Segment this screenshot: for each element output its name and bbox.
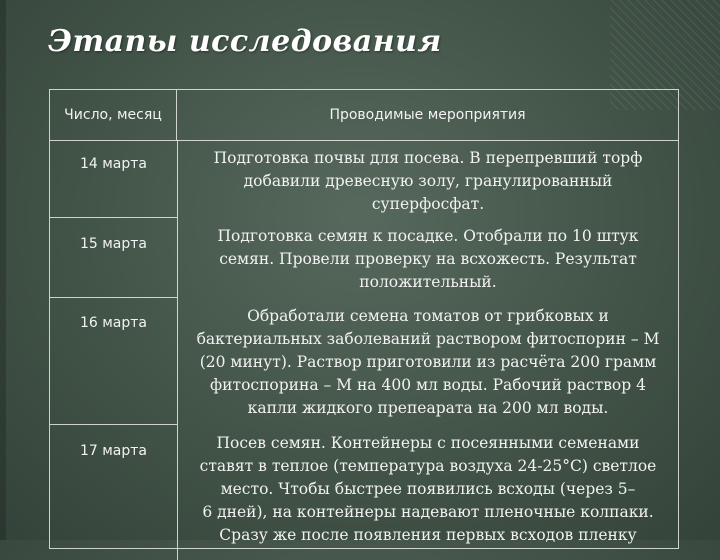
slide-title: Этапы исследования	[48, 24, 442, 59]
row-activity	[188, 147, 668, 216]
activity-line: капли жидкого препеарата на 200 мл воды.	[247, 399, 609, 417]
header-activity: Проводимые мероприятия	[329, 107, 526, 123]
activity-line: Сразу же после появления первых всходов пленку	[219, 526, 637, 544]
header-date: Число, месяц	[50, 90, 177, 140]
row-date: 17 марта	[79, 443, 148, 459]
left-accent-rule	[0, 0, 6, 540]
activity-line: фитоспорина – М на 400 мл воды. Рабочий раствор 4	[210, 376, 646, 394]
row-activity	[188, 432, 668, 547]
activity-line: добавили древесную золу, гранулированный	[243, 172, 613, 190]
row-divider	[50, 297, 177, 298]
activity-line: ставят в теплое (температура воздуха 24-25°С) светлое	[199, 457, 657, 475]
table-header	[50, 90, 678, 141]
row-date: 16 марта	[79, 315, 148, 331]
column-divider	[177, 140, 178, 560]
activity-line: семян. Провели проверку на всхожесть. Результат	[219, 250, 637, 268]
activity-line: (20 минут). Раствор приготовили из расчёта 200 грамм	[199, 353, 657, 371]
row-date: 15 марта	[79, 236, 148, 252]
activity-line: 6 дней), на контейнеры надевают пленочные колпаки.	[202, 503, 654, 521]
row-divider	[50, 217, 177, 218]
activity-line: суперфосфат.	[371, 195, 485, 213]
activity-line: Обработали семена томатов от грибковых и	[247, 307, 609, 325]
activity-line: Подготовка семян к посадке. Отобрали по 10 штук	[217, 227, 639, 245]
activity-line: Подготовка почвы для посева. В перепревший торф	[213, 149, 643, 167]
activity-line: место. Чтобы быстрее появились всходы (через 5–	[220, 480, 636, 498]
schedule-table	[49, 89, 679, 549]
activity-line: Посев семян. Контейнеры с посеянными семенами	[216, 434, 640, 452]
row-divider	[50, 424, 177, 425]
row-activity	[188, 225, 668, 294]
row-activity	[188, 305, 668, 420]
activity-line: бактериальных заболеваний раствором фитоспорин – М	[196, 330, 660, 348]
activity-line: положительный.	[359, 273, 497, 291]
row-date: 14 марта	[79, 156, 148, 172]
